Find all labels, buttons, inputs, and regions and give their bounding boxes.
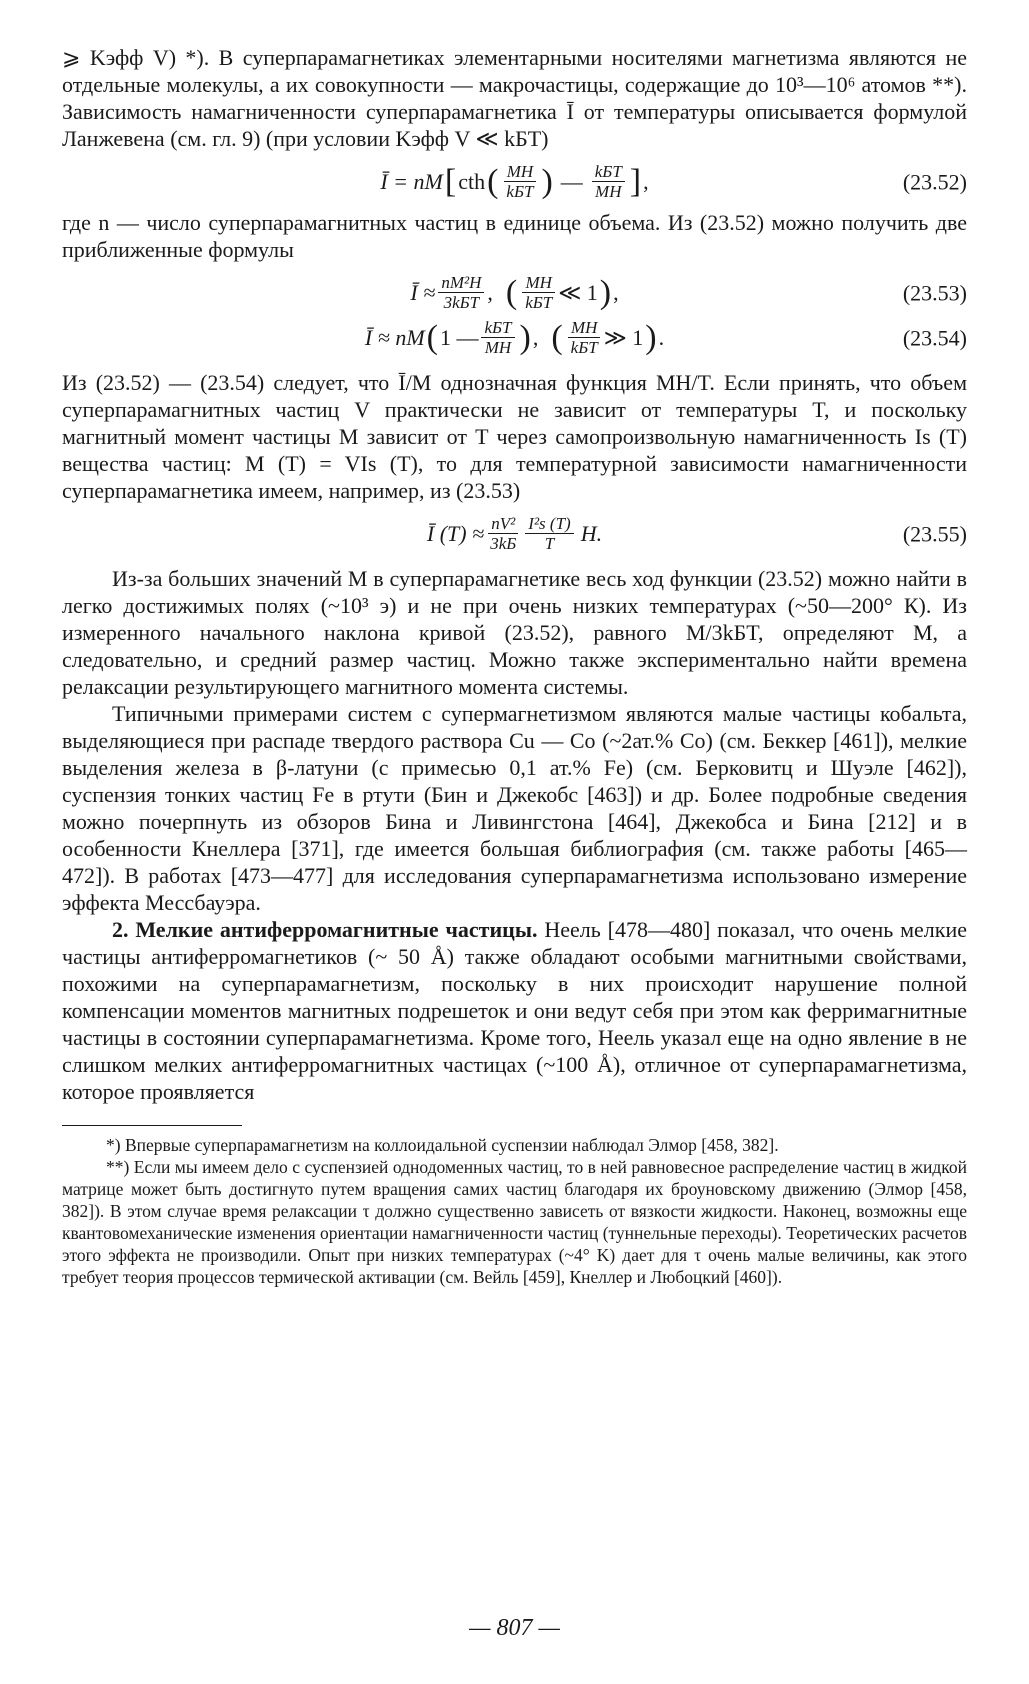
text-after-54: Из (23.52) — (23.54) следует, что Ī/M однозначная функция MH/T. Если принять, что объем суперпарамагнитных частиц V практически не зависит от температуры T, и поскольку магнитный момент частицы M зависит от T через самопроизвольную намагниченность Is (T) вещества частиц: M (T) = VIs (T), то для температурной зависимости намагниченности суперпарамагнетика имеем, например, из (23.53) xyxy=(62,370,967,503)
footnote-1: *) Впервые суперпарамагнетизм на коллоидальной суспензии наблюдал Элмор [458, 382]. xyxy=(106,1135,779,1155)
eq54-cond-frac xyxy=(568,318,601,357)
eq54-cond-num: MH xyxy=(568,318,600,338)
section-2-heading: 2. Мелкие антиферромагнитные частицы. xyxy=(112,917,538,942)
intro-paragraph: ⩾ Kэфф V) *). В суперпарамагнетиках элементарными носителями магнетизма являются не отдельные молекулы, а их совокупности — макрочастицы, содержащие до 10³—10⁶ атомов **). Зависимость намагниченности суперпарамагнетика Ī от температуры описывается формулой Ланжевена (см. гл. 9) (при условии Kэфф V ≪ kБT) xyxy=(62,45,967,151)
eq54-lhs: Ī ≈ nM xyxy=(364,325,425,350)
text-after-52: где n — число суперпарамагнитных частиц в единице объема. Из (23.52) можно получить две приближенные формулы xyxy=(62,210,967,262)
eq55-lhs: Ī (T) ≈ xyxy=(426,521,485,546)
equation-23-53: Ī ≈ $\frac{\text{nM²H}}{\text{3kБT}}$ , ( $\frac{MH}{\text{kБT}}$ ≪ 1 ) , (23.53) xyxy=(410,273,967,312)
eq55-frac2-den: T xyxy=(544,534,555,553)
eq54-cond-den: kБT xyxy=(570,338,598,357)
footnote-2: **) Если мы имеем дело с суспензией однодоменных частиц, то в ней равновесное распределение частиц в жидкой матрице может быть достигнуто путем вращения самих частиц благодаря их броуновскому движению (Элмор [458, 382]). В этом случае время релаксации τ должно существенно зависеть от вязкости жидкости. Наконец, возможны еще квантовомеханические изменения ориентации намагниченности частиц (туннельные переходы). Теоретических расчетов этого эффекта не производили. Опыт при низких температурах (~4° K) дает для τ очень малые величины, как этого требует теория процессов термической активации (см. Вейль [459], Кнеллер и Любоцкий [460]). xyxy=(62,1157,967,1287)
eq52-frac2-den: MH xyxy=(595,182,622,201)
eq55-tail: H. xyxy=(580,521,603,546)
eq53-cond-num: MH xyxy=(522,273,554,293)
eq52-frac1 xyxy=(503,162,536,201)
eq52-frac1-den: kБT xyxy=(506,182,534,201)
footnote-divider xyxy=(62,1125,242,1126)
eq55-frac2-num: I²s (T) xyxy=(525,514,573,534)
eq55-number: (23.55) xyxy=(902,521,967,546)
eq52-lhs: Ī = nM xyxy=(380,169,443,194)
section-2-text: Неель [478—480] показал, что очень мелкие частицы антиферромагнетиков (~ 50 Å) также обладают особыми магнитными свойствами, похожими на суперпарамагнетизм, поскольку в них происходит нарушение полной компенсации моментов магнитных подрешеток и они ведут себя при этом как ферримагнитные частицы в состоянии суперпарамагнетизма. Кроме того, Неель указал еще на одно явление в не слишком мелких антиферромагнитных частицах (~100 Å), отличное от суперпарамагнетизма, которое проявляется xyxy=(62,917,967,1104)
eq54-number: (23.54) xyxy=(902,325,967,350)
eq52-cth: cth xyxy=(458,169,486,194)
eq54-one-minus: 1 — xyxy=(439,325,479,350)
eq52-frac1-num: MH xyxy=(504,162,536,182)
eq54-cond-rel: ≫ 1 xyxy=(603,325,644,350)
eq53-frac xyxy=(438,273,484,312)
paragraph-large-M: Из-за больших значений M в суперпарамагнетике весь ход функции (23.52) можно найти в легко достижимых полях (~10³ э) и не при очень низких температурах (~50—200° К). Из измеренного начального наклона кривой (23.52), равного M/3kБT, определяют M, а следовательно, и средний размер частиц. Можно также экспериментально найти времена релаксации результирующего магнитного момента системы. xyxy=(62,566,967,699)
eq52-minus: — xyxy=(560,169,583,194)
equation-23-52: Ī = nM [ cth ( $\frac{MH}{\text{kБT}}$ ) — $\frac{\text{kБT}}{MH}$ ] , (23.52) xyxy=(380,162,967,201)
eq55-frac1-den: 3kБ xyxy=(490,534,517,553)
eq53-cond-den: kБT xyxy=(525,293,553,312)
eq53-number: (23.53) xyxy=(902,280,967,305)
eq54-frac-den: MH xyxy=(484,338,512,357)
eq53-cond-rel: ≪ 1 xyxy=(558,280,598,305)
eq55-frac1 xyxy=(487,514,519,553)
equation-23-54: Ī ≈ nM ( 1 — $\frac{\text{kБT}}{MH}$ ) , ( $\frac{MH}{\text{kБT}}$ ≫ 1 ) . (23.54) xyxy=(364,318,967,357)
eq52-frac2-num: kБT xyxy=(592,162,625,182)
eq53-lhs: Ī ≈ xyxy=(410,280,436,305)
eq53-frac-num: nM²H xyxy=(438,273,484,293)
page-number: — 807 — xyxy=(469,1615,560,1641)
eq52-number: (23.52) xyxy=(902,169,967,194)
equation-23-55 xyxy=(62,514,967,553)
eq55-frac2 xyxy=(525,514,573,553)
paragraph-examples: Типичными примерами систем с супермагнетизмом являются малые частицы кобальта, выделяющиеся при распаде твердого раствора Cu — Co (~2ат.% Co) (см. Беккер [461]), мелкие выделения железа в β-латуни (с примесью 0,1 ат.% Fe) (см. Берковитц и Шуэле [462]), суспензия тонких частиц Fe в ртути (Бин и Джекобс [463]) и др. Более подробные сведения можно почерпнуть из обзоров Бина и Ливингстона [464], Джекобса и Бина [212] и в особенности Кнеллера [371], где имеется большая библиография (см. также работы [465—472]). В работах [473—477] для исследования суперпарамагнетизма использовано измерение эффекта Мессбауэра. xyxy=(62,701,967,915)
eq54-frac-num: kБT xyxy=(481,318,514,338)
eq53-cond-frac xyxy=(522,273,555,312)
eq52-frac2 xyxy=(592,162,625,201)
eq54-frac xyxy=(481,318,514,357)
eq55-frac1-num: nV² xyxy=(488,514,518,534)
section-2-paragraph xyxy=(62,916,967,1105)
eq53-frac-den: 3kБT xyxy=(443,293,480,312)
